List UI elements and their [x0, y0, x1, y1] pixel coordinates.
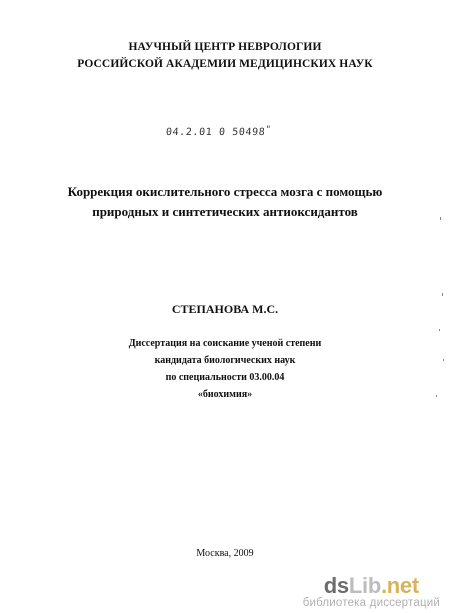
scan-speck [442, 293, 443, 296]
logo-lib: Lib [348, 573, 381, 598]
city-year: Москва, 2009 [196, 548, 254, 559]
watermark-subtitle: библиотека диссертаций [302, 597, 440, 609]
degree-line-2: кандидата биологических наук [154, 355, 296, 366]
logo-ds: ds [323, 573, 349, 598]
title-line-1: Коррекция окислительного стресса мозга с помощью [67, 184, 383, 199]
dslib-watermark [303, 574, 440, 609]
scan-speck [439, 329, 440, 331]
scan-speck [443, 359, 444, 361]
registration-stamp [166, 125, 272, 138]
stamp-number: 04.2.01 0 50498 [165, 127, 266, 138]
author-name: СТЕПАНОВА М.С. [171, 302, 279, 316]
stamp-mark: " [265, 125, 272, 135]
institution-line-2: РОССИЙСКОЙ АКАДЕМИИ МЕДИЦИНСКИХ НАУК [77, 58, 373, 70]
degree-line-3: по специальности 03.00.04 [165, 372, 285, 383]
degree-line-1: Диссертация на соискание ученой степени [128, 338, 322, 349]
dslib-logo [303, 574, 440, 598]
title-line-2: природных и синтетических антиоксидантов [92, 204, 358, 219]
scan-speck [436, 395, 437, 397]
degree-line-4: «биохимия» [197, 389, 253, 400]
scan-speck [440, 217, 441, 220]
logo-net: .net [380, 573, 419, 598]
institution-line-1: НАУЧНЫЙ ЦЕНТР НЕВРОЛОГИИ [128, 41, 322, 53]
